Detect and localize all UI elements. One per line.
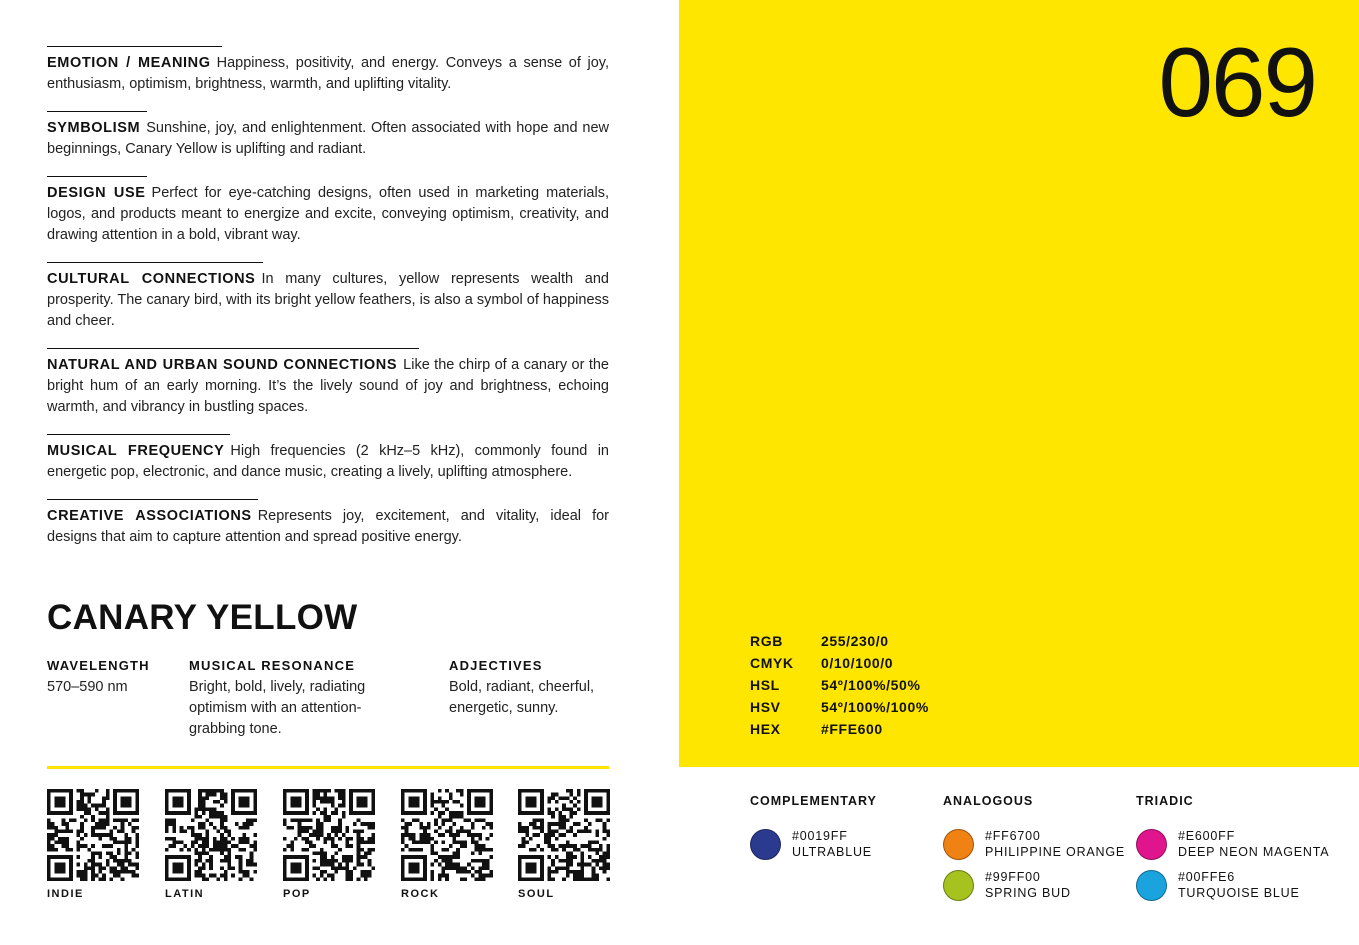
color-value-row: [750, 630, 929, 652]
color-value-key: HSL: [750, 677, 780, 693]
color-dot: [1136, 829, 1167, 860]
section-rule: [47, 434, 230, 435]
qr-genre-label: POP: [283, 888, 311, 900]
section-body: Perfect for eye-catching designs, often used in marketing materials, logos, and products meant to energize and excite, conveying optimism, creativity, and drawing attention in a bold, vibrant way.: [47, 185, 609, 243]
qr-genre-label: SOUL: [518, 888, 555, 900]
section-rule: [47, 262, 263, 263]
qr-item-pop[interactable]: [283, 789, 375, 900]
color-value-row: [750, 718, 929, 740]
qr-code-icon[interactable]: [165, 789, 257, 881]
section-term: MUSICAL FREQUENCY: [47, 443, 225, 459]
harmony-complementary: [750, 794, 877, 869]
qr-item-soul[interactable]: [518, 789, 610, 900]
harmony-color: [943, 869, 1125, 901]
color-dot: [943, 829, 974, 860]
section-term: NATURAL AND URBAN SOUND CONNECTIONS: [47, 357, 398, 373]
section-body: In many cultures, yellow represents wealth and prosperity. The canary bird, with its bright yellow feathers, is also a symbol of happiness and cheer.: [47, 271, 610, 329]
harmony-name: TURQUOISE BLUE: [1178, 886, 1300, 900]
harmony-color: [1136, 869, 1329, 901]
harmony-triadic: [1136, 794, 1329, 910]
spec-label: WAVELENGTH: [47, 658, 150, 673]
qr-code-icon[interactable]: [518, 789, 610, 881]
section-creative-associations: [47, 499, 609, 548]
spec-label: MUSICAL RESONANCE: [189, 658, 356, 673]
qr-item-latin[interactable]: [165, 789, 257, 900]
harmony-name: ULTRABLUE: [792, 845, 872, 859]
color-value-row: [750, 696, 929, 718]
color-value-row: [750, 674, 929, 696]
section-sound-connections: [47, 348, 609, 418]
section-text: [47, 269, 609, 332]
harmony-analogous: [943, 794, 1125, 910]
section-emotion-meaning: [47, 46, 609, 95]
playlist-qr-codes: [47, 789, 609, 909]
section-term: DESIGN USE: [47, 185, 146, 201]
spec-value: Bold, radiant, cheerful, energetic, sunny.: [449, 679, 595, 716]
section-rule: [47, 111, 147, 112]
harmony-color-text: [985, 869, 1071, 901]
harmony-title: COMPLEMENTARY: [750, 794, 877, 808]
section-rule: [47, 176, 147, 177]
color-dot: [1136, 870, 1167, 901]
color-value: #FFE600: [821, 721, 883, 737]
harmony-hex: #FF6700: [985, 829, 1041, 843]
section-text: [47, 355, 609, 418]
spec-label: ADJECTIVES: [449, 658, 543, 673]
section-body: Sunshine, joy, and enlightenment. Often associated with hope and new beginnings, Canary Yellow is uplifting and radiant.: [47, 120, 609, 157]
color-value: 54º/100%/50%: [821, 677, 921, 693]
qr-genre-label: INDIE: [47, 888, 84, 900]
harmony-title: TRIADIC: [1136, 794, 1194, 808]
section-text: [47, 441, 609, 483]
color-value-key: HEX: [750, 721, 781, 737]
color-dot: [943, 870, 974, 901]
section-body: Like the chirp of a canary or the bright hum of an early morning. It’s the lively sound of joy and brightness, echoing warmth, and vibrancy in bustling spaces.: [47, 357, 609, 415]
harmony-hex: #00FFE6: [1178, 870, 1236, 884]
color-value-row: [750, 652, 929, 674]
section-rule: [47, 499, 258, 500]
section-rule: [47, 46, 222, 47]
section-musical-frequency: [47, 434, 609, 483]
harmony-name: DEEP NEON MAGENTA: [1178, 845, 1330, 859]
section-cultural-connections: [47, 262, 609, 332]
color-swatch-panel: [679, 0, 1359, 767]
harmony-hex: #0019FF: [792, 829, 848, 843]
spec-wavelength: [47, 658, 177, 698]
spec-musical-resonance: [189, 658, 394, 740]
section-term: CREATIVE ASSOCIATIONS: [47, 508, 252, 524]
harmony-hex: #E600FF: [1178, 829, 1236, 843]
harmony-hex: #99FF00: [985, 870, 1041, 884]
section-text: [47, 118, 609, 160]
qr-item-indie[interactable]: [47, 789, 139, 900]
spec-adjectives: [449, 658, 611, 719]
harmony-color-text: [1178, 828, 1329, 860]
section-term: SYMBOLISM: [47, 120, 141, 136]
accent-divider: [47, 766, 609, 769]
color-specs: [47, 658, 609, 748]
description-sections: [47, 46, 609, 564]
color-value: 0/10/100/0: [821, 655, 894, 671]
color-values-table: [750, 630, 929, 740]
section-text: [47, 53, 609, 95]
qr-code-icon[interactable]: [401, 789, 493, 881]
harmony-color-text: [985, 828, 1125, 860]
harmony-title: ANALOGOUS: [943, 794, 1034, 808]
harmony-color-text: [792, 828, 872, 860]
qr-genre-label: LATIN: [165, 888, 205, 900]
section-text: [47, 183, 609, 246]
section-body: Happiness, positivity, and energy. Conveys a sense of joy, enthusiasm, optimism, brightness, warmth, and uplifting vitality.: [47, 55, 609, 92]
section-design-use: [47, 176, 609, 246]
section-rule: [47, 348, 419, 349]
color-value-key: HSV: [750, 699, 781, 715]
qr-genre-label: ROCK: [401, 888, 440, 900]
harmony-name: PHILIPPINE ORANGE: [985, 845, 1126, 859]
color-value-key: RGB: [750, 633, 783, 649]
harmony-color: [750, 828, 877, 860]
color-name-title: CANARY YELLOW: [47, 598, 358, 637]
qr-code-icon[interactable]: [283, 789, 375, 881]
color-harmonies: [750, 794, 1350, 924]
section-term: CULTURAL CONNECTIONS: [47, 271, 256, 287]
spec-value: 570–590 nm: [47, 679, 128, 695]
qr-item-rock[interactable]: [401, 789, 493, 900]
section-symbolism: [47, 111, 609, 160]
qr-code-icon[interactable]: [47, 789, 139, 881]
harmony-color: [943, 828, 1125, 860]
section-body: Represents joy, excitement, and vitality, ideal for designs that aim to capture attention and spread positive energy.: [47, 508, 609, 545]
harmony-color-text: [1178, 869, 1300, 901]
harmony-color: [1136, 828, 1329, 860]
color-number: 069: [1158, 27, 1316, 137]
section-text: [47, 506, 609, 548]
section-term: EMOTION / MEANING: [47, 55, 211, 71]
section-body: High frequencies (2 kHz–5 kHz), commonly found in energetic pop, electronic, and dance music, creating a lively, uplifting atmosphere.: [47, 443, 609, 480]
color-value: 255/230/0: [821, 633, 889, 649]
spec-value: Bright, bold, lively, radiating optimism with an attention-grabbing tone.: [189, 679, 366, 737]
color-value-key: CMYK: [750, 655, 794, 671]
color-value: 54º/100%/100%: [821, 699, 929, 715]
harmony-name: SPRING BUD: [985, 886, 1071, 900]
color-dot: [750, 829, 781, 860]
